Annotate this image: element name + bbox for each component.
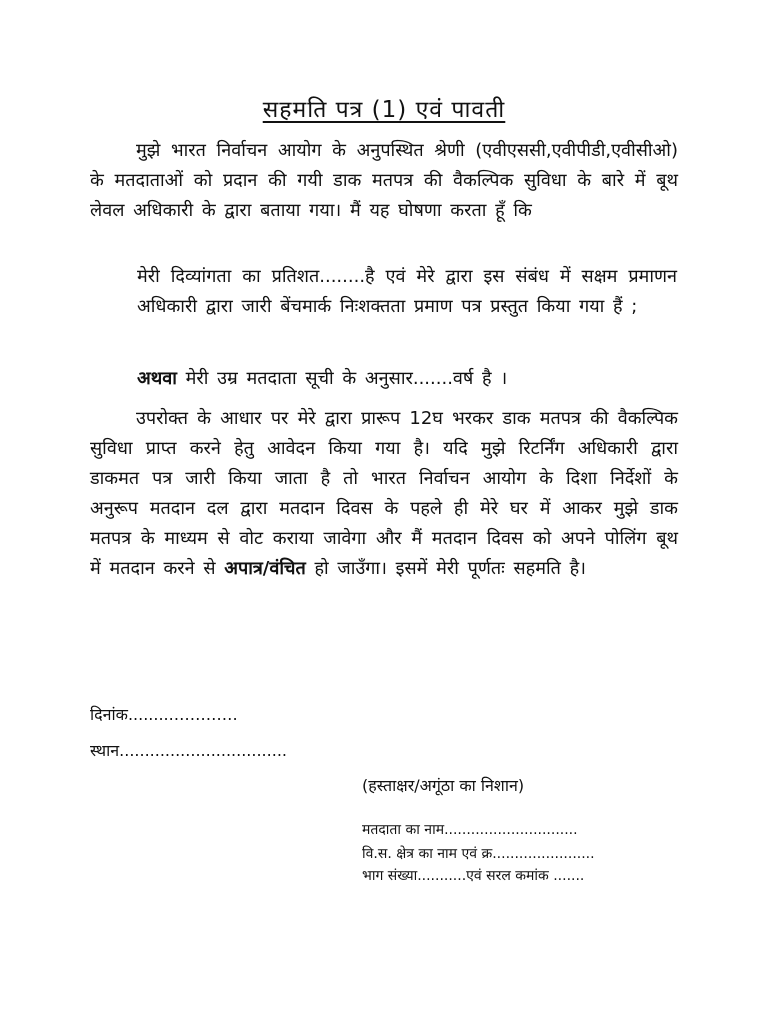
or-label: अथवा [137, 368, 177, 389]
signature-line: (हस्ताक्षर/अगूंठा का निशान) [362, 776, 525, 795]
ineligible-label: अपात्र/वंचित [224, 558, 306, 579]
document-title: सहमति पत्र (1) एवं पावती [262, 97, 506, 123]
place-line: स्थान................................. [90, 741, 287, 760]
paragraph-disability: मेरी दिव्यांगता का प्रतिशत........है एवं मेरे द्वारा इस संबंध में सक्षम प्रमाणन अधिकारी द्वारा जारी बेंचमार्क निःशक्तता प्रमाण पत्र प्रस्तुत किया गया हैं ; [137, 266, 677, 317]
voter-name-line: मतदाता का नाम.............................. [362, 822, 578, 838]
date-line: दिनांक.........………… [90, 705, 238, 724]
paragraph-information: मुझे भारत निर्वाचन आयोग के अनुपस्थित श्रेणी (एवीएससी,एवीपीडी,एवीसीओ) के मतदाताओं को प्रदान की गयी डाक मतपत्र की वैकल्पिक सुविधा के बारे में बूथ लेवल अधिकारी के द्वारा बताया गया। मैं यह घोषणा करता हूँ कि [90, 140, 678, 221]
paragraph-consent [90, 404, 678, 584]
age-text: मेरी उम्र मतदाता सूची के अनुसार.......वर्ष है । [176, 368, 508, 389]
paragraph-age [137, 364, 677, 394]
consent-text-part1: उपरोक्त के आधार पर मेरे द्वारा प्रारूप 12घ भरकर डाक मतपत्र की वैकल्पिक सुविधा प्राप्त करने हेतु आवेदन किया गया है। यदि मुझे रिटर्निंग अधिकारी द्वारा डाकमत पत्र जारी किया जाता है तो भारत निर्वाचन आयोग के दिशा निर्देशों के अनुरूप मतदान दल द्वारा मतदान दिवस के पहले ही मेरे घर में आकर मुझे डाक मतपत्र के माध्यम से वोट कराया जावेगा और मैं मतदान दिवस को अपने पोलिंग बूथ में मतदान करने से [90, 408, 678, 579]
constituency-line: वि.स. क्षेत्र का नाम एवं क्र....................... [362, 846, 595, 862]
part-number-line: भाग संख्या...........एवं सरल कमांक ....... [362, 868, 585, 884]
consent-text-part2: हो जाउँगा। इसमें मेरी पूर्णतः सहमति है। [305, 558, 587, 579]
